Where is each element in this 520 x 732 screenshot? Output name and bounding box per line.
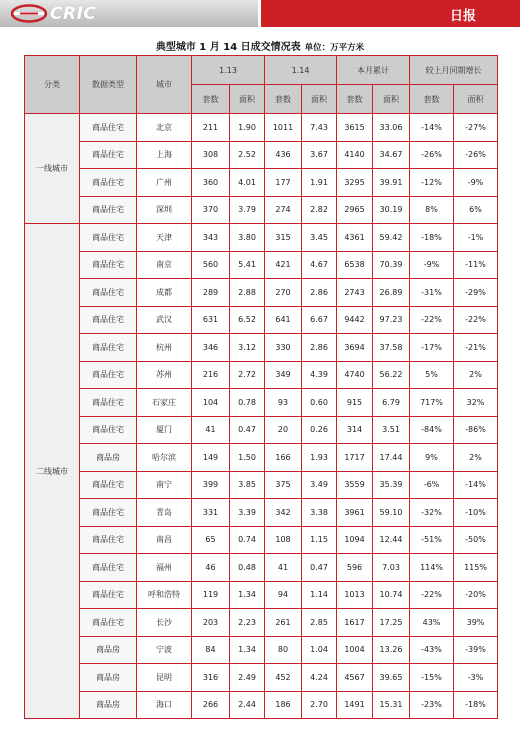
value-cell: 331 bbox=[192, 499, 230, 527]
header-red-panel bbox=[261, 0, 520, 27]
value-cell: -29% bbox=[454, 279, 498, 307]
table-row bbox=[25, 444, 498, 472]
value-cell: 3.39 bbox=[230, 499, 265, 527]
table-row bbox=[25, 499, 498, 527]
value-cell: 115% bbox=[454, 554, 498, 582]
col-header-group: 较上月同期增长 bbox=[410, 56, 498, 85]
table-row bbox=[25, 664, 498, 692]
value-cell: 12.44 bbox=[373, 526, 410, 554]
city-cell: 北京 bbox=[137, 114, 192, 142]
value-cell: -17% bbox=[410, 334, 454, 362]
table-row bbox=[25, 334, 498, 362]
table-row bbox=[25, 141, 498, 169]
city-cell: 天津 bbox=[137, 224, 192, 252]
value-cell: 3295 bbox=[337, 169, 373, 197]
value-cell: 1.93 bbox=[302, 444, 337, 472]
value-cell: 4.39 bbox=[302, 361, 337, 389]
table-row bbox=[25, 389, 498, 417]
value-cell: 59.42 bbox=[373, 224, 410, 252]
value-cell: 39.65 bbox=[373, 664, 410, 692]
value-cell: 349 bbox=[265, 361, 302, 389]
value-cell: -1% bbox=[454, 224, 498, 252]
data-type-cell: 商品住宅 bbox=[80, 499, 137, 527]
table-row bbox=[25, 196, 498, 224]
value-cell: 0.47 bbox=[302, 554, 337, 582]
value-cell: -18% bbox=[410, 224, 454, 252]
logo-text: CRIC bbox=[50, 4, 97, 24]
city-cell: 昆明 bbox=[137, 664, 192, 692]
value-cell: 30.19 bbox=[373, 196, 410, 224]
value-cell: -12% bbox=[410, 169, 454, 197]
value-cell: -86% bbox=[454, 416, 498, 444]
value-cell: 452 bbox=[265, 664, 302, 692]
value-cell: 2.86 bbox=[302, 279, 337, 307]
value-cell: 0.74 bbox=[230, 526, 265, 554]
value-cell: 274 bbox=[265, 196, 302, 224]
data-type-cell: 商品房 bbox=[80, 636, 137, 664]
value-cell: -27% bbox=[454, 114, 498, 142]
data-type-cell: 商品住宅 bbox=[80, 196, 137, 224]
value-cell: 2% bbox=[454, 444, 498, 472]
data-type-cell: 商品住宅 bbox=[80, 306, 137, 334]
value-cell: 9442 bbox=[337, 306, 373, 334]
value-cell: 6.67 bbox=[302, 306, 337, 334]
col-header-data-type: 数据类型 bbox=[80, 56, 137, 114]
value-cell: 97.23 bbox=[373, 306, 410, 334]
data-type-cell: 商品房 bbox=[80, 691, 137, 719]
city-cell: 厦门 bbox=[137, 416, 192, 444]
data-type-cell: 商品住宅 bbox=[80, 389, 137, 417]
value-cell: 80 bbox=[265, 636, 302, 664]
value-cell: 2.23 bbox=[230, 609, 265, 637]
city-cell: 海口 bbox=[137, 691, 192, 719]
value-cell: 104 bbox=[192, 389, 230, 417]
table-title-text: 典型城市 1 月 14 日成交情况表 bbox=[155, 42, 301, 53]
value-cell: 43% bbox=[410, 609, 454, 637]
value-cell: 6.79 bbox=[373, 389, 410, 417]
col-header-sub: 套数 bbox=[337, 85, 373, 114]
value-cell: -6% bbox=[410, 471, 454, 499]
value-cell: 3.45 bbox=[302, 224, 337, 252]
value-cell: 4740 bbox=[337, 361, 373, 389]
data-type-cell: 商品住宅 bbox=[80, 279, 137, 307]
value-cell: 315 bbox=[265, 224, 302, 252]
value-cell: 1.50 bbox=[230, 444, 265, 472]
table-title bbox=[0, 38, 520, 53]
value-cell: 270 bbox=[265, 279, 302, 307]
value-cell: 330 bbox=[265, 334, 302, 362]
data-type-cell: 商品住宅 bbox=[80, 471, 137, 499]
value-cell: 39% bbox=[454, 609, 498, 637]
value-cell: 9% bbox=[410, 444, 454, 472]
city-cell: 武汉 bbox=[137, 306, 192, 334]
value-cell: 216 bbox=[192, 361, 230, 389]
value-cell: -15% bbox=[410, 664, 454, 692]
table-row bbox=[25, 471, 498, 499]
page-header bbox=[0, 0, 520, 27]
value-cell: 46 bbox=[192, 554, 230, 582]
data-type-cell: 商品房 bbox=[80, 664, 137, 692]
value-cell: 641 bbox=[265, 306, 302, 334]
value-cell: 114% bbox=[410, 554, 454, 582]
value-cell: 37.58 bbox=[373, 334, 410, 362]
value-cell: 2.44 bbox=[230, 691, 265, 719]
value-cell: 0.60 bbox=[302, 389, 337, 417]
city-cell: 南宁 bbox=[137, 471, 192, 499]
value-cell: 149 bbox=[192, 444, 230, 472]
data-type-cell: 商品房 bbox=[80, 444, 137, 472]
value-cell: 2.72 bbox=[230, 361, 265, 389]
table-row bbox=[25, 581, 498, 609]
value-cell: 1.34 bbox=[230, 581, 265, 609]
col-header-category: 分类 bbox=[25, 56, 80, 114]
value-cell: 3.79 bbox=[230, 196, 265, 224]
value-cell: 915 bbox=[337, 389, 373, 417]
value-cell: 1.04 bbox=[302, 636, 337, 664]
city-cell: 石家庄 bbox=[137, 389, 192, 417]
value-cell: 2.49 bbox=[230, 664, 265, 692]
value-cell: 4140 bbox=[337, 141, 373, 169]
value-cell: -20% bbox=[454, 581, 498, 609]
category-cell: 一线城市 bbox=[25, 114, 80, 224]
value-cell: 289 bbox=[192, 279, 230, 307]
data-type-cell: 商品住宅 bbox=[80, 114, 137, 142]
value-cell: 1.91 bbox=[302, 169, 337, 197]
value-cell: 360 bbox=[192, 169, 230, 197]
city-cell: 广州 bbox=[137, 169, 192, 197]
value-cell: 4.01 bbox=[230, 169, 265, 197]
value-cell: 32% bbox=[454, 389, 498, 417]
data-type-cell: 商品住宅 bbox=[80, 609, 137, 637]
value-cell: 166 bbox=[265, 444, 302, 472]
table-row bbox=[25, 361, 498, 389]
table-body bbox=[25, 114, 498, 719]
value-cell: 1011 bbox=[265, 114, 302, 142]
value-cell: 203 bbox=[192, 609, 230, 637]
city-cell: 南京 bbox=[137, 251, 192, 279]
data-type-cell: 商品住宅 bbox=[80, 251, 137, 279]
unit-label: 单位：万平方米 bbox=[304, 43, 365, 53]
category-cell: 二线城市 bbox=[25, 224, 80, 719]
value-cell: 1617 bbox=[337, 609, 373, 637]
data-type-cell: 商品住宅 bbox=[80, 334, 137, 362]
value-cell: -11% bbox=[454, 251, 498, 279]
value-cell: 1004 bbox=[337, 636, 373, 664]
value-cell: 596 bbox=[337, 554, 373, 582]
table-row bbox=[25, 169, 498, 197]
city-cell: 上海 bbox=[137, 141, 192, 169]
value-cell: 1.34 bbox=[230, 636, 265, 664]
value-cell: -43% bbox=[410, 636, 454, 664]
col-header-sub: 面积 bbox=[454, 85, 498, 114]
value-cell: 2.70 bbox=[302, 691, 337, 719]
value-cell: 261 bbox=[265, 609, 302, 637]
value-cell: 2.86 bbox=[302, 334, 337, 362]
col-header-sub: 面积 bbox=[373, 85, 410, 114]
value-cell: 41 bbox=[265, 554, 302, 582]
value-cell: 8% bbox=[410, 196, 454, 224]
value-cell: 3.67 bbox=[302, 141, 337, 169]
city-cell: 苏州 bbox=[137, 361, 192, 389]
value-cell: 308 bbox=[192, 141, 230, 169]
value-cell: 0.26 bbox=[302, 416, 337, 444]
value-cell: 70.39 bbox=[373, 251, 410, 279]
value-cell: -50% bbox=[454, 526, 498, 554]
value-cell: 7.03 bbox=[373, 554, 410, 582]
value-cell: 59.10 bbox=[373, 499, 410, 527]
value-cell: 119 bbox=[192, 581, 230, 609]
value-cell: 108 bbox=[265, 526, 302, 554]
value-cell: -22% bbox=[410, 581, 454, 609]
col-header-city: 城市 bbox=[137, 56, 192, 114]
value-cell: 316 bbox=[192, 664, 230, 692]
value-cell: 1094 bbox=[337, 526, 373, 554]
value-cell: 399 bbox=[192, 471, 230, 499]
value-cell: 1.90 bbox=[230, 114, 265, 142]
city-cell: 青岛 bbox=[137, 499, 192, 527]
value-cell: 0.47 bbox=[230, 416, 265, 444]
value-cell: 35.39 bbox=[373, 471, 410, 499]
col-header-sub: 套数 bbox=[265, 85, 302, 114]
value-cell: -21% bbox=[454, 334, 498, 362]
table-row bbox=[25, 306, 498, 334]
value-cell: 3.12 bbox=[230, 334, 265, 362]
city-cell: 呼和浩特 bbox=[137, 581, 192, 609]
col-header-sub: 面积 bbox=[230, 85, 265, 114]
value-cell: -26% bbox=[454, 141, 498, 169]
value-cell: -9% bbox=[410, 251, 454, 279]
transaction-table bbox=[24, 55, 498, 719]
value-cell: 1.15 bbox=[302, 526, 337, 554]
value-cell: -32% bbox=[410, 499, 454, 527]
value-cell: 34.67 bbox=[373, 141, 410, 169]
table-row bbox=[25, 114, 498, 142]
value-cell: 84 bbox=[192, 636, 230, 664]
daily-report-tag: 日报 bbox=[449, 9, 476, 24]
logo-panel bbox=[0, 0, 258, 27]
value-cell: -84% bbox=[410, 416, 454, 444]
table-row bbox=[25, 279, 498, 307]
value-cell: 20 bbox=[265, 416, 302, 444]
value-cell: 314 bbox=[337, 416, 373, 444]
data-type-cell: 商品住宅 bbox=[80, 416, 137, 444]
value-cell: 94 bbox=[265, 581, 302, 609]
value-cell: 17.25 bbox=[373, 609, 410, 637]
value-cell: 436 bbox=[265, 141, 302, 169]
value-cell: 4567 bbox=[337, 664, 373, 692]
value-cell: 421 bbox=[265, 251, 302, 279]
value-cell: -10% bbox=[454, 499, 498, 527]
value-cell: 93 bbox=[265, 389, 302, 417]
value-cell: 3.49 bbox=[302, 471, 337, 499]
value-cell: 56.22 bbox=[373, 361, 410, 389]
data-type-cell: 商品住宅 bbox=[80, 581, 137, 609]
city-cell: 成都 bbox=[137, 279, 192, 307]
value-cell: 1491 bbox=[337, 691, 373, 719]
value-cell: -51% bbox=[410, 526, 454, 554]
value-cell: 5.41 bbox=[230, 251, 265, 279]
col-header-group: 本月累计 bbox=[337, 56, 410, 85]
value-cell: 4.67 bbox=[302, 251, 337, 279]
table-row bbox=[25, 224, 498, 252]
value-cell: -18% bbox=[454, 691, 498, 719]
table-row bbox=[25, 609, 498, 637]
table-row bbox=[25, 251, 498, 279]
value-cell: 211 bbox=[192, 114, 230, 142]
data-type-cell: 商品住宅 bbox=[80, 526, 137, 554]
value-cell: -23% bbox=[410, 691, 454, 719]
city-cell: 深圳 bbox=[137, 196, 192, 224]
city-cell: 南昌 bbox=[137, 526, 192, 554]
city-cell: 长沙 bbox=[137, 609, 192, 637]
value-cell: 3.80 bbox=[230, 224, 265, 252]
value-cell: 370 bbox=[192, 196, 230, 224]
city-cell: 福州 bbox=[137, 554, 192, 582]
value-cell: 177 bbox=[265, 169, 302, 197]
city-cell: 宁波 bbox=[137, 636, 192, 664]
value-cell: -22% bbox=[454, 306, 498, 334]
value-cell: 6% bbox=[454, 196, 498, 224]
value-cell: 2.82 bbox=[302, 196, 337, 224]
value-cell: 717% bbox=[410, 389, 454, 417]
data-type-cell: 商品住宅 bbox=[80, 224, 137, 252]
table-row bbox=[25, 636, 498, 664]
value-cell: 65 bbox=[192, 526, 230, 554]
value-cell: 39.91 bbox=[373, 169, 410, 197]
value-cell: 1.14 bbox=[302, 581, 337, 609]
value-cell: 343 bbox=[192, 224, 230, 252]
value-cell: 3.51 bbox=[373, 416, 410, 444]
value-cell: 0.78 bbox=[230, 389, 265, 417]
value-cell: 7.43 bbox=[302, 114, 337, 142]
col-header-group: 1.14 bbox=[265, 56, 337, 85]
value-cell: -26% bbox=[410, 141, 454, 169]
value-cell: 1013 bbox=[337, 581, 373, 609]
value-cell: 266 bbox=[192, 691, 230, 719]
city-cell: 杭州 bbox=[137, 334, 192, 362]
value-cell: 6.52 bbox=[230, 306, 265, 334]
value-cell: 3961 bbox=[337, 499, 373, 527]
value-cell: 3559 bbox=[337, 471, 373, 499]
col-header-sub: 套数 bbox=[192, 85, 230, 114]
value-cell: 5% bbox=[410, 361, 454, 389]
data-type-cell: 商品住宅 bbox=[80, 361, 137, 389]
value-cell: 3.85 bbox=[230, 471, 265, 499]
value-cell: 4.24 bbox=[302, 664, 337, 692]
data-type-cell: 商品住宅 bbox=[80, 141, 137, 169]
value-cell: 15.31 bbox=[373, 691, 410, 719]
value-cell: -14% bbox=[410, 114, 454, 142]
table-row bbox=[25, 554, 498, 582]
value-cell: 6538 bbox=[337, 251, 373, 279]
value-cell: 17.44 bbox=[373, 444, 410, 472]
value-cell: 631 bbox=[192, 306, 230, 334]
value-cell: 26.89 bbox=[373, 279, 410, 307]
value-cell: 2.85 bbox=[302, 609, 337, 637]
cric-logo-icon bbox=[10, 3, 48, 24]
value-cell: 10.74 bbox=[373, 581, 410, 609]
value-cell: 342 bbox=[265, 499, 302, 527]
value-cell: 3615 bbox=[337, 114, 373, 142]
table-row bbox=[25, 691, 498, 719]
value-cell: 1717 bbox=[337, 444, 373, 472]
value-cell: 0.48 bbox=[230, 554, 265, 582]
table-row bbox=[25, 416, 498, 444]
value-cell: -14% bbox=[454, 471, 498, 499]
value-cell: -9% bbox=[454, 169, 498, 197]
value-cell: -39% bbox=[454, 636, 498, 664]
value-cell: -22% bbox=[410, 306, 454, 334]
value-cell: 375 bbox=[265, 471, 302, 499]
value-cell: 4361 bbox=[337, 224, 373, 252]
header-row-1 bbox=[25, 56, 498, 85]
data-type-cell: 商品住宅 bbox=[80, 169, 137, 197]
table-row bbox=[25, 526, 498, 554]
value-cell: 2743 bbox=[337, 279, 373, 307]
value-cell: 186 bbox=[265, 691, 302, 719]
value-cell: 3694 bbox=[337, 334, 373, 362]
value-cell: -3% bbox=[454, 664, 498, 692]
city-cell: 哈尔滨 bbox=[137, 444, 192, 472]
value-cell: 560 bbox=[192, 251, 230, 279]
col-header-group: 1.13 bbox=[192, 56, 265, 85]
value-cell: 33.06 bbox=[373, 114, 410, 142]
value-cell: -31% bbox=[410, 279, 454, 307]
value-cell: 2965 bbox=[337, 196, 373, 224]
value-cell: 3.38 bbox=[302, 499, 337, 527]
value-cell: 13.26 bbox=[373, 636, 410, 664]
value-cell: 2.88 bbox=[230, 279, 265, 307]
value-cell: 2% bbox=[454, 361, 498, 389]
value-cell: 2.52 bbox=[230, 141, 265, 169]
value-cell: 41 bbox=[192, 416, 230, 444]
data-type-cell: 商品住宅 bbox=[80, 554, 137, 582]
col-header-sub: 面积 bbox=[302, 85, 337, 114]
value-cell: 346 bbox=[192, 334, 230, 362]
col-header-sub: 套数 bbox=[410, 85, 454, 114]
